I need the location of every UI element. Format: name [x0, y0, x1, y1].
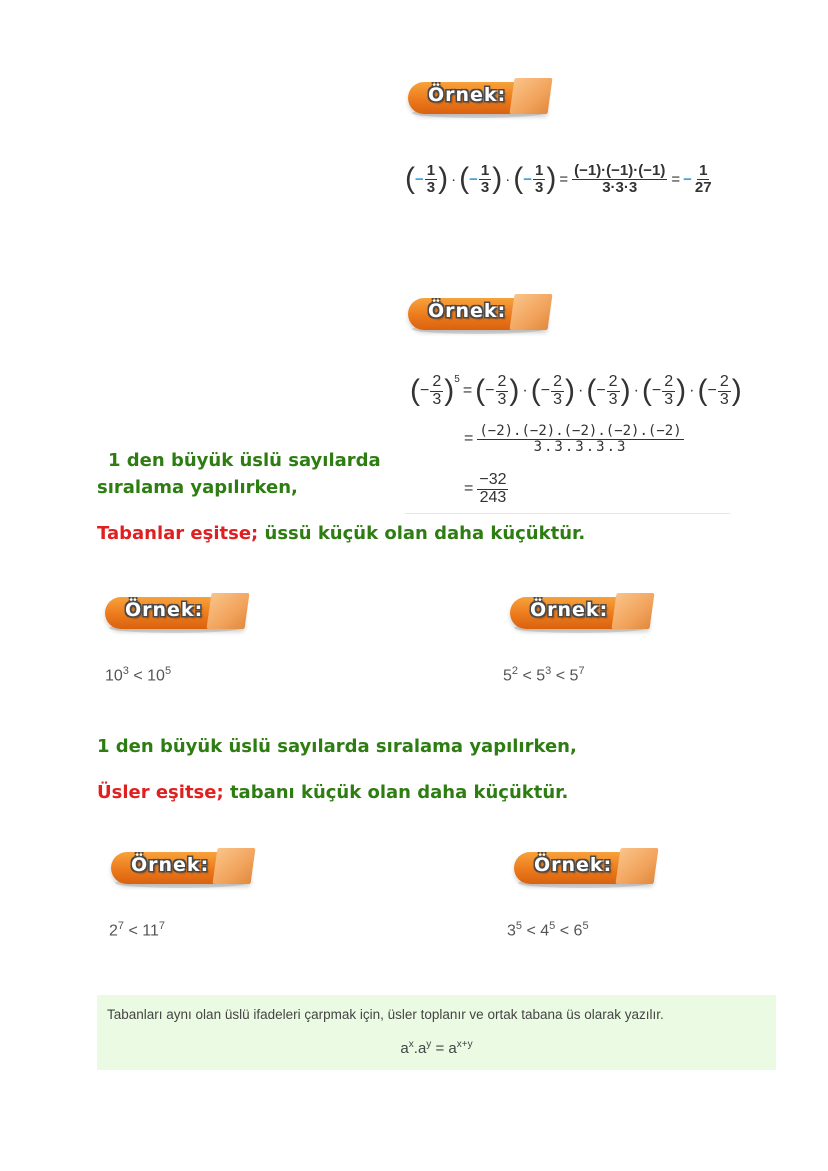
example2-line2: = $\frac{(-2).(-2).(-2).(-2).(-2)}{3.3.3.3.3}$ — [464, 423, 682, 455]
rule-box — [97, 995, 776, 1070]
section2-example-right: $3^5 < 4^5 < 6^5$ — [507, 920, 589, 940]
example-label: Örnek: — [428, 300, 507, 322]
example-label: Örnek: — [530, 599, 609, 621]
example2-line1: ( − $\frac{2}{3}$ ) $^5$ = ( − $\frac{2}{3}$ ) · ( − $\frac{2}{3}$ ) · ( − $\frac{2}{3}$ ) · ( − $\frac{2}{3}$ ) · ( − $\frac{2}{3}$ ) — [410, 373, 742, 408]
example-badge — [408, 294, 548, 334]
example-label: Örnek: — [534, 854, 613, 876]
example-badge — [510, 593, 650, 633]
section1-example-right: $5^2 < 5^3 < 5^7$ — [503, 665, 585, 685]
example2-line3: = $\frac{-32}{243}$ — [464, 471, 507, 506]
divider — [405, 513, 730, 514]
example-label: Örnek: — [125, 599, 204, 621]
example-badge — [111, 848, 251, 888]
example1-equation: ( − $\frac{1}{3}$ ) · ( − $\frac{1}{3}$ ) · ( − $\frac{1}{3}$ ) = $\frac{(-1)\cdot(-1)\cdot(-1)}{3\cdot 3\cdot 3}$ = − $\frac{1}{27}$ — [405, 162, 712, 196]
example-badge — [408, 78, 548, 118]
section1-rule: Tabanlar eşitse; üssü küçük olan daha küçüktür. — [97, 523, 586, 544]
section2-rule: Üsler eşitse; tabanı küçük olan daha küçüktür. — [97, 782, 569, 803]
example-label: Örnek: — [131, 854, 210, 876]
example-badge — [514, 848, 654, 888]
section1-intro-line1: 1 den büyük üslü sayılarda — [108, 450, 381, 471]
section1-intro-line2: sıralama yapılırken, — [97, 477, 298, 498]
example-badge — [105, 593, 245, 633]
section1-example-left: $10^3 < 10^5$ — [105, 665, 172, 685]
rule-text: Tabanları aynı olan üslü ifadeleri çarpmak için, üsler toplanır ve ortak tabana üs olarak yazılır. — [107, 1007, 664, 1022]
example-label: Örnek: — [428, 84, 507, 106]
section2-example-left: $2^7 < 11^7$ — [109, 920, 165, 940]
section2-intro: 1 den büyük üslü sayılarda sıralama yapılırken, — [97, 736, 577, 757]
rule-formula: $a^x.a^y = a^{x+y}$ — [400, 1039, 473, 1057]
